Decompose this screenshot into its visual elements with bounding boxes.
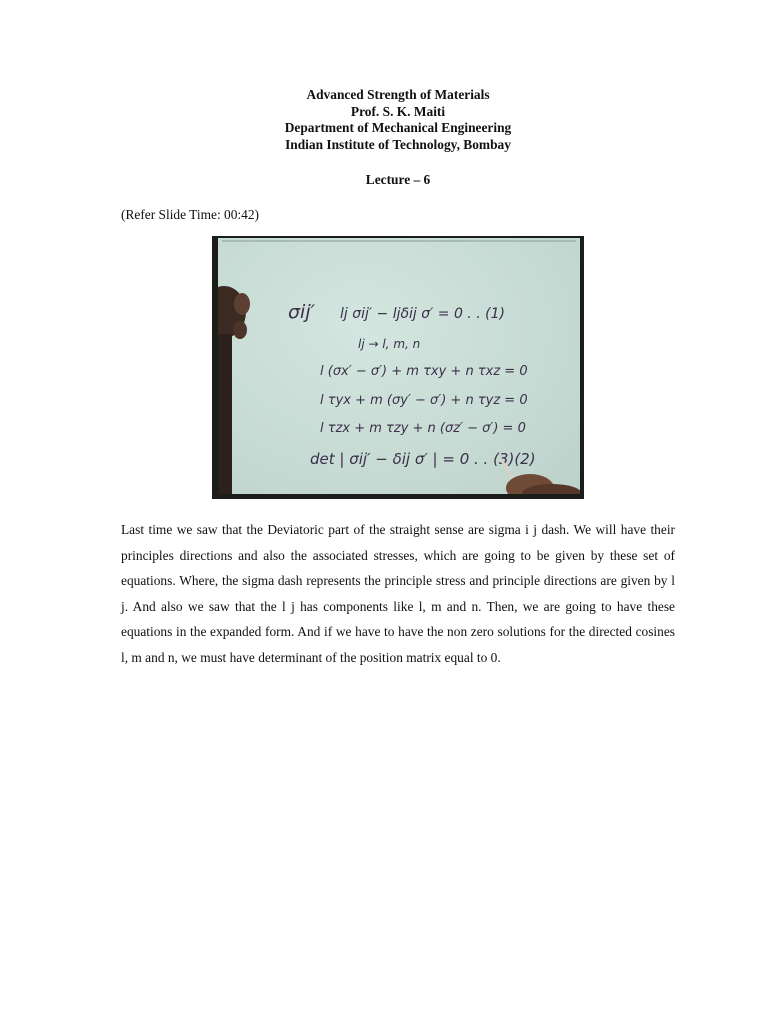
institute-name: Indian Institute of Technology, Bombay — [285, 136, 511, 152]
lecture-number: Lecture – 6 — [365, 172, 431, 187]
lecture-paragraph: Last time we saw that the Deviatoric part of the straight sense are sigma i j dash. We will have their principles directions and also the associated stresses, which are going to be given by these set of equations. Where, the sigma dash represents the principle stress and principle directions are given by l j. And also we saw that the l j has components like l, m and n. Then, we are going to have these equations in the expanded form. And if we have to have the non zero solutions for the directed cosines l, m and n, we must have determinant of the position matrix equal to 0. — [121, 522, 675, 665]
course-title: Advanced Strength of Materials — [306, 87, 490, 102]
document-header — [0, 87, 768, 153]
eq-1: lj σij′ − ljδij σ′ = 0 . . (1) — [340, 306, 505, 322]
eq-row-2: l τyx + m (σy′ − σ′) + n τyz = 0 — [320, 393, 528, 408]
left-hand-shape — [218, 286, 250, 494]
eq-row-1: l (σx′ − σ′) + m τxy + n τxz = 0 — [320, 364, 528, 379]
eq-row-3: l τzx + m τzy + n (σz′ − σ′) = 0 — [320, 421, 526, 436]
lecture-slide-image — [212, 236, 584, 499]
slide-time-reference: (Refer Slide Time: 00:42) — [121, 207, 259, 222]
professor-name: Prof. S. K. Maiti — [350, 103, 446, 119]
whiteboard — [218, 238, 580, 494]
eq-det: det | σij′ − δij σ′ | = 0 . . (3)(2) — [310, 450, 536, 468]
eq-lj: lj → l, m, n — [358, 337, 421, 351]
slide-drawing — [218, 238, 580, 494]
department-name: Department of Mechanical Engineering — [284, 120, 512, 135]
eq-sigma: σij′ — [288, 301, 315, 323]
